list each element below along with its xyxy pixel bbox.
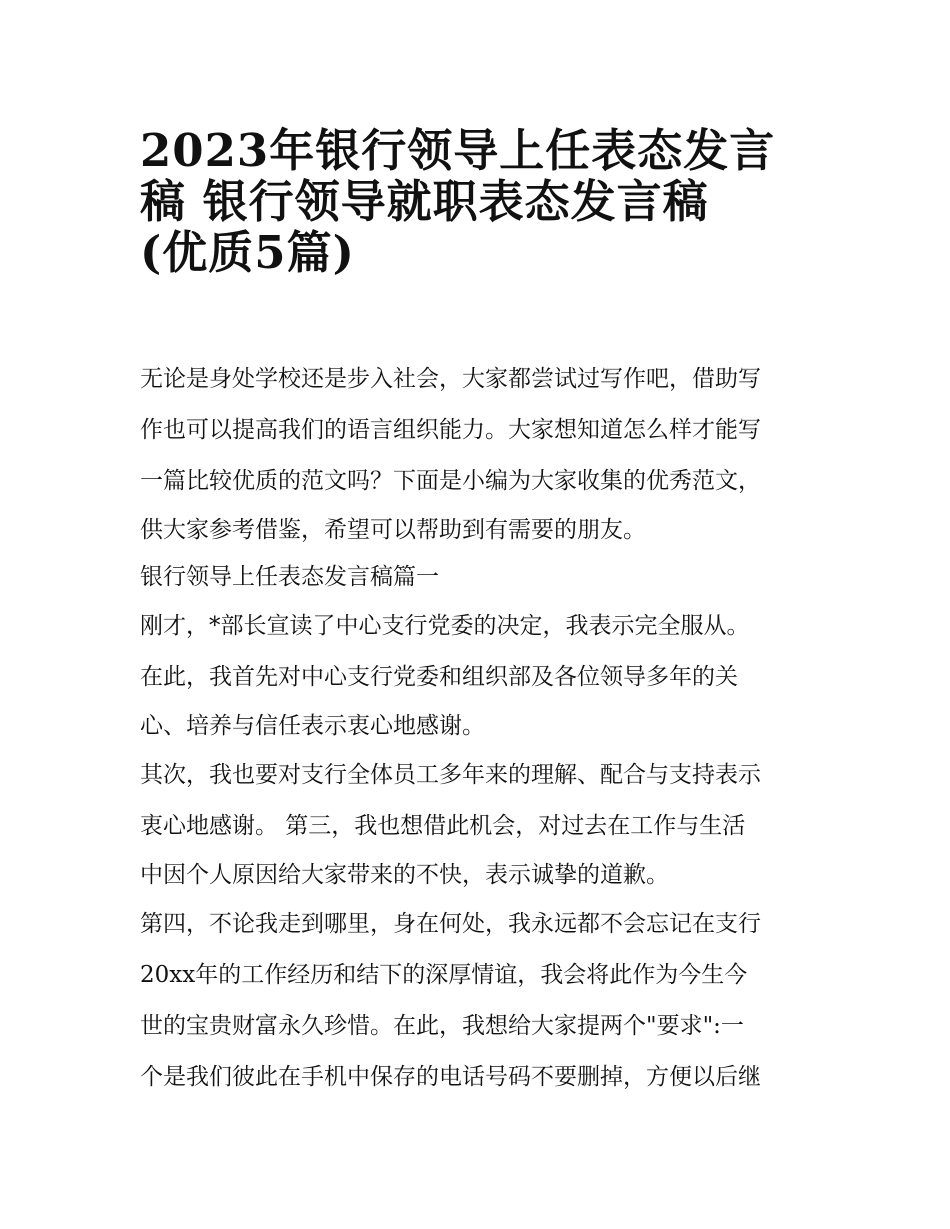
body-line: 一篇比较优质的范文吗？下面是小编为大家收集的优秀范文， [140, 468, 761, 494]
title-line: 2023年银行领导上任表态发言 [140, 124, 776, 177]
document-title [140, 112, 830, 279]
section-heading: 银行领导上任表态发言稿篇一 [140, 564, 439, 590]
body-line: 其次，我也要对支行全体员工多年来的理解、配合与支持表示 [140, 762, 761, 788]
body-line: 20xx年的工作经历和结下的深厚情谊，我会将此作为今生今 [140, 962, 748, 988]
body-line: 刚才，*部长宣读了中心支行党委的决定，我表示完全服从。 [140, 613, 750, 639]
title-line: (优质5篇) [140, 226, 355, 279]
body-line: 供大家参考借鉴，希望可以帮助到有需要的朋友。 [140, 517, 646, 543]
body-line: 作也可以提高我们的语言组织能力。大家想知道怎么样才能写 [140, 417, 761, 443]
body-line: 个是我们彼此在手机中保存的电话号码不要删掉，方便以后继 [140, 1064, 761, 1090]
body-line: 无论是身处学校还是步入社会，大家都尝试过写作吧，借助写 [140, 366, 761, 392]
body-line: 第四，不论我走到哪里，身在何处，我永远都不会忘记在支行 [140, 911, 761, 937]
body-line: 世的宝贵财富永久珍惜。在此，我想给大家提两个"要求":一 [140, 1013, 744, 1039]
body-line: 中因个人原因给大家带来的不快，表示诚挚的道歉。 [140, 862, 669, 888]
document-body [140, 354, 830, 1103]
body-line: 心、培养与信任表示衷心地感谢。 [140, 713, 485, 739]
title-line: 稿 银行领导就职表态发言稿 [140, 175, 709, 228]
body-line: 衷心地感谢。 第三，我也想借此机会，对过去在工作与生活 [140, 813, 746, 839]
body-line: 在此，我首先对中心支行党委和组织部及各位领导多年的关 [140, 664, 738, 690]
